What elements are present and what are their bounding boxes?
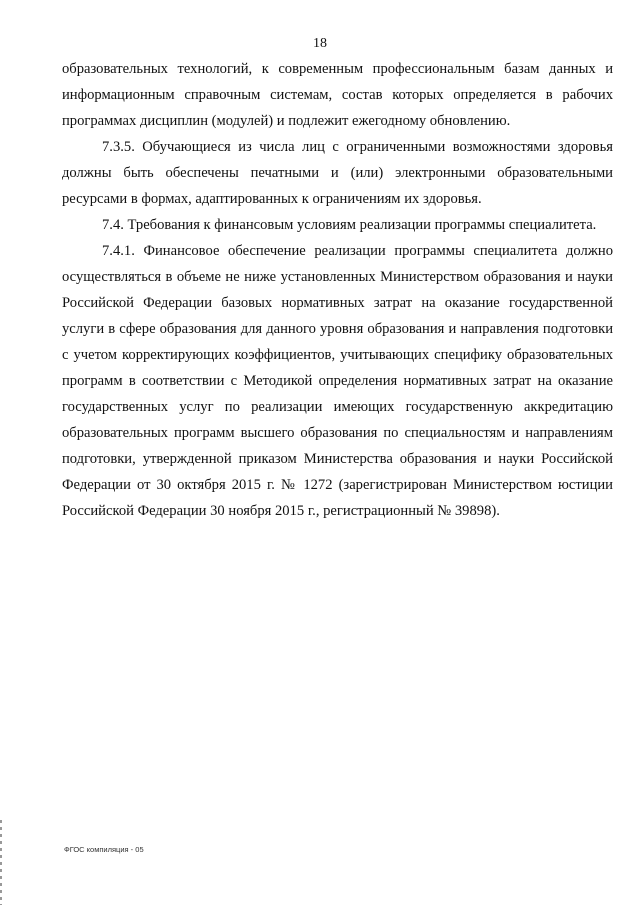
paragraph-7-4-1: 7.4.1. Финансовое обеспечение реализации программы специалитета должно осуществляться в объеме не ниже установленных Министерством образования и науки Российской Федерации базовых нормативных затрат на оказание государственной услуги в сфере образования для данного уровня образования и направления подготовки с учетом корректирующих коэффициентов, учитывающих специфику образовательных программ в соответствии с Методикой определения нормативных затрат на оказание государственных услуг по реализации имеющих государственную аккредитацию образовательных программ высшего образования по специальностям и направлениям подготовки, утвержденной приказом Министерства образования и науки Российской Федерации от 30 октября 2015 г. № 1272 (зарегистрирован Министерством юстиции Российской Федерации 30 ноября 2015 г., регистрационный № 39898). — [62, 243, 613, 519]
document-body — [62, 56, 613, 524]
paragraph-7-4: 7.4. Требования к финансовым условиям реализации программы специалитета. — [102, 217, 597, 233]
scan-edge-mark — [0, 820, 2, 905]
paragraph-7-3-5: 7.3.5. Обучающиеся из числа лиц с ограниченными возможностями здоровья должны быть обеспечены печатными и (или) электронными образовательными ресурсами в формах, адаптированных к ограничениям их здоровья. — [62, 139, 613, 207]
page-number: 18 — [313, 36, 327, 51]
footer-label: ФГОС компиляция - 05 — [64, 845, 144, 854]
paragraph-continuation: образовательных технологий, к современным профессиональным базам данных и информационным справочным системам, состав которых определяется в рабочих программах дисциплин (модулей) и подлежит ежегодному обновлению. — [62, 61, 613, 129]
